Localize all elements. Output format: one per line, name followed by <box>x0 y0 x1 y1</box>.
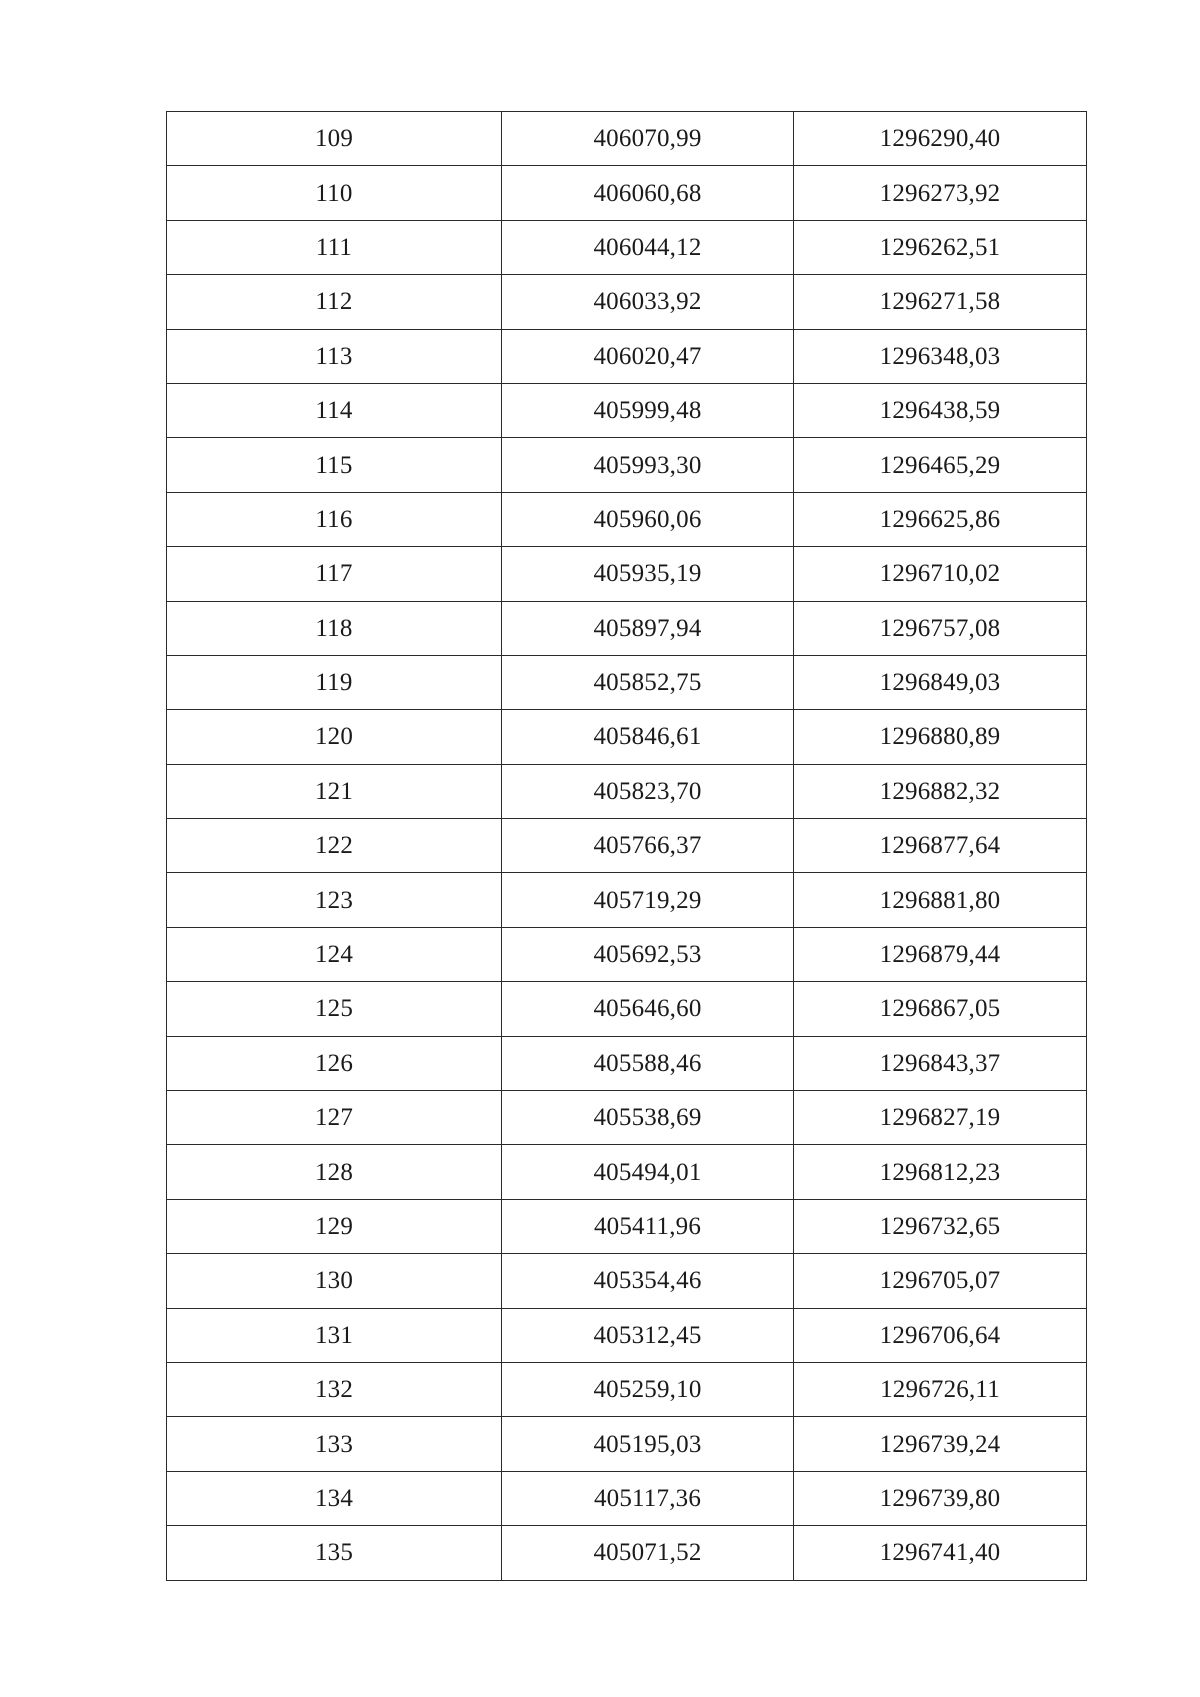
point-number-cell: 113 <box>167 329 502 383</box>
table-row <box>167 1091 1087 1145</box>
y-coordinate-cell: 1296757,08 <box>794 601 1087 655</box>
table-row <box>167 873 1087 927</box>
x-coordinate-cell: 405692,53 <box>502 927 794 981</box>
x-coordinate-cell: 405766,37 <box>502 819 794 873</box>
coordinates-table-body <box>167 112 1087 1581</box>
y-coordinate-cell: 1296262,51 <box>794 220 1087 274</box>
table-row <box>167 819 1087 873</box>
table-row <box>167 927 1087 981</box>
y-coordinate-cell: 1296739,24 <box>794 1417 1087 1471</box>
x-coordinate-cell: 405897,94 <box>502 601 794 655</box>
point-number-cell: 135 <box>167 1526 502 1580</box>
y-coordinate-cell: 1296348,03 <box>794 329 1087 383</box>
x-coordinate-cell: 405354,46 <box>502 1254 794 1308</box>
x-coordinate-cell: 405071,52 <box>502 1526 794 1580</box>
y-coordinate-cell: 1296849,03 <box>794 655 1087 709</box>
y-coordinate-cell: 1296273,92 <box>794 166 1087 220</box>
point-number-cell: 130 <box>167 1254 502 1308</box>
x-coordinate-cell: 406020,47 <box>502 329 794 383</box>
table-row <box>167 1362 1087 1416</box>
x-coordinate-cell: 405960,06 <box>502 492 794 546</box>
table-row <box>167 1036 1087 1090</box>
x-coordinate-cell: 406044,12 <box>502 220 794 274</box>
x-coordinate-cell: 406060,68 <box>502 166 794 220</box>
x-coordinate-cell: 406070,99 <box>502 112 794 166</box>
table-row <box>167 220 1087 274</box>
x-coordinate-cell: 405852,75 <box>502 655 794 709</box>
y-coordinate-cell: 1296843,37 <box>794 1036 1087 1090</box>
x-coordinate-cell: 406033,92 <box>502 275 794 329</box>
point-number-cell: 118 <box>167 601 502 655</box>
point-number-cell: 126 <box>167 1036 502 1090</box>
x-coordinate-cell: 405935,19 <box>502 547 794 601</box>
point-number-cell: 129 <box>167 1199 502 1253</box>
table-row <box>167 329 1087 383</box>
point-number-cell: 133 <box>167 1417 502 1471</box>
point-number-cell: 111 <box>167 220 502 274</box>
table-row <box>167 601 1087 655</box>
x-coordinate-cell: 405411,96 <box>502 1199 794 1253</box>
table-row <box>167 1145 1087 1199</box>
x-coordinate-cell: 405846,61 <box>502 710 794 764</box>
y-coordinate-cell: 1296732,65 <box>794 1199 1087 1253</box>
point-number-cell: 110 <box>167 166 502 220</box>
table-row <box>167 166 1087 220</box>
point-number-cell: 112 <box>167 275 502 329</box>
point-number-cell: 134 <box>167 1471 502 1525</box>
point-number-cell: 125 <box>167 982 502 1036</box>
y-coordinate-cell: 1296879,44 <box>794 927 1087 981</box>
x-coordinate-cell: 405823,70 <box>502 764 794 818</box>
table-row <box>167 1254 1087 1308</box>
table-row <box>167 1199 1087 1253</box>
table-row <box>167 547 1087 601</box>
y-coordinate-cell: 1296290,40 <box>794 112 1087 166</box>
table-row <box>167 275 1087 329</box>
point-number-cell: 119 <box>167 655 502 709</box>
point-number-cell: 121 <box>167 764 502 818</box>
table-row <box>167 1417 1087 1471</box>
point-number-cell: 109 <box>167 112 502 166</box>
y-coordinate-cell: 1296812,23 <box>794 1145 1087 1199</box>
coordinates-table <box>166 111 1087 1581</box>
point-number-cell: 115 <box>167 438 502 492</box>
x-coordinate-cell: 405538,69 <box>502 1091 794 1145</box>
point-number-cell: 124 <box>167 927 502 981</box>
y-coordinate-cell: 1296882,32 <box>794 764 1087 818</box>
point-number-cell: 127 <box>167 1091 502 1145</box>
table-row <box>167 492 1087 546</box>
y-coordinate-cell: 1296726,11 <box>794 1362 1087 1416</box>
x-coordinate-cell: 405195,03 <box>502 1417 794 1471</box>
y-coordinate-cell: 1296881,80 <box>794 873 1087 927</box>
table-row <box>167 438 1087 492</box>
table-row <box>167 764 1087 818</box>
table-row <box>167 112 1087 166</box>
x-coordinate-cell: 405719,29 <box>502 873 794 927</box>
y-coordinate-cell: 1296867,05 <box>794 982 1087 1036</box>
x-coordinate-cell: 405259,10 <box>502 1362 794 1416</box>
point-number-cell: 123 <box>167 873 502 927</box>
x-coordinate-cell: 405117,36 <box>502 1471 794 1525</box>
point-number-cell: 128 <box>167 1145 502 1199</box>
x-coordinate-cell: 405312,45 <box>502 1308 794 1362</box>
point-number-cell: 114 <box>167 383 502 437</box>
y-coordinate-cell: 1296271,58 <box>794 275 1087 329</box>
x-coordinate-cell: 405993,30 <box>502 438 794 492</box>
y-coordinate-cell: 1296465,29 <box>794 438 1087 492</box>
y-coordinate-cell: 1296741,40 <box>794 1526 1087 1580</box>
table-row <box>167 1471 1087 1525</box>
y-coordinate-cell: 1296625,86 <box>794 492 1087 546</box>
y-coordinate-cell: 1296706,64 <box>794 1308 1087 1362</box>
x-coordinate-cell: 405999,48 <box>502 383 794 437</box>
table-row <box>167 982 1087 1036</box>
table-row <box>167 710 1087 764</box>
y-coordinate-cell: 1296705,07 <box>794 1254 1087 1308</box>
y-coordinate-cell: 1296739,80 <box>794 1471 1087 1525</box>
x-coordinate-cell: 405494,01 <box>502 1145 794 1199</box>
y-coordinate-cell: 1296710,02 <box>794 547 1087 601</box>
x-coordinate-cell: 405588,46 <box>502 1036 794 1090</box>
table-row <box>167 1526 1087 1580</box>
point-number-cell: 117 <box>167 547 502 601</box>
point-number-cell: 120 <box>167 710 502 764</box>
table-row <box>167 383 1087 437</box>
table-row <box>167 1308 1087 1362</box>
point-number-cell: 132 <box>167 1362 502 1416</box>
y-coordinate-cell: 1296877,64 <box>794 819 1087 873</box>
y-coordinate-cell: 1296827,19 <box>794 1091 1087 1145</box>
y-coordinate-cell: 1296880,89 <box>794 710 1087 764</box>
table-row <box>167 655 1087 709</box>
y-coordinate-cell: 1296438,59 <box>794 383 1087 437</box>
point-number-cell: 116 <box>167 492 502 546</box>
x-coordinate-cell: 405646,60 <box>502 982 794 1036</box>
point-number-cell: 131 <box>167 1308 502 1362</box>
point-number-cell: 122 <box>167 819 502 873</box>
